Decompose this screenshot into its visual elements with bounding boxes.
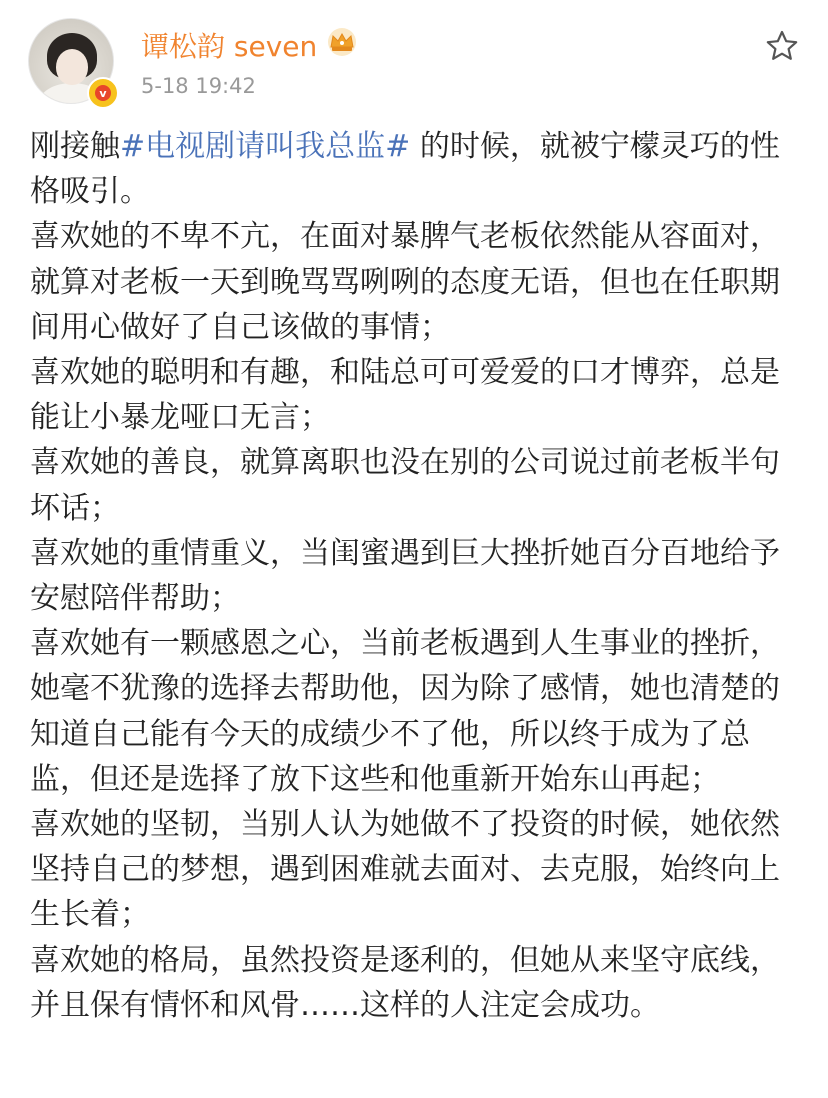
post-paragraph: 喜欢她的重情重义，当闺蜜遇到巨大挫折她百分百地给予安慰陪伴帮助； <box>30 535 780 617</box>
author-name[interactable]: 谭松韵 seven <box>141 29 318 63</box>
post-paragraph: 喜欢她的聪明和有趣，和陆总可可爱爱的口才博弈，总是能让小暴龙哑口无言； <box>30 355 780 436</box>
post-paragraph: 喜欢她的善良，就算离职也没在别的公司说过前老板半句坏话； <box>30 445 780 526</box>
crown-badge-icon <box>325 27 359 66</box>
topic-hashtag-link[interactable]: #电视剧请叫我总监# <box>120 129 411 164</box>
intro-text-after: 的时候，就被宁檬灵巧的性格吸引。 <box>30 129 780 210</box>
verified-badge-icon: v <box>87 77 119 109</box>
post-paragraph: 喜欢她的不卑不亢，在面对暴脾气老板依然能从容面对，就算对老板一天到晚骂骂咧咧的态度无语，但也在任职期间用心做好了自己该做的事情； <box>30 219 780 345</box>
post-paragraph: 喜欢她有一颗感恩之心，当前老板遇到人生事业的挫折，她毫不犹豫的选择去帮助他，因为除了感情，她也清楚的知道自己能有今天的成绩少不了他，所以终于成为了总监，但还是选择了放下这些和他重新开始东山再起； <box>30 626 780 797</box>
post-paragraph: 喜欢她的格局，虽然投资是逐利的，但她从来坚守底线，并且保有情怀和风骨……这样的人注定会成功。 <box>30 942 780 1023</box>
post-body <box>30 124 800 1028</box>
star-outline-icon[interactable] <box>764 28 800 64</box>
author-name-row[interactable] <box>141 27 359 66</box>
post-paragraph: 喜欢她的坚韧，当别人认为她做不了投资的时候，她依然坚持自己的梦想，遇到困难就去面对、去克服，始终向上生长着； <box>30 807 780 933</box>
intro-text-before: 刚接触 <box>30 129 120 164</box>
post-intro <box>30 124 800 214</box>
post-timestamp: 5-18 19:42 <box>141 74 256 98</box>
